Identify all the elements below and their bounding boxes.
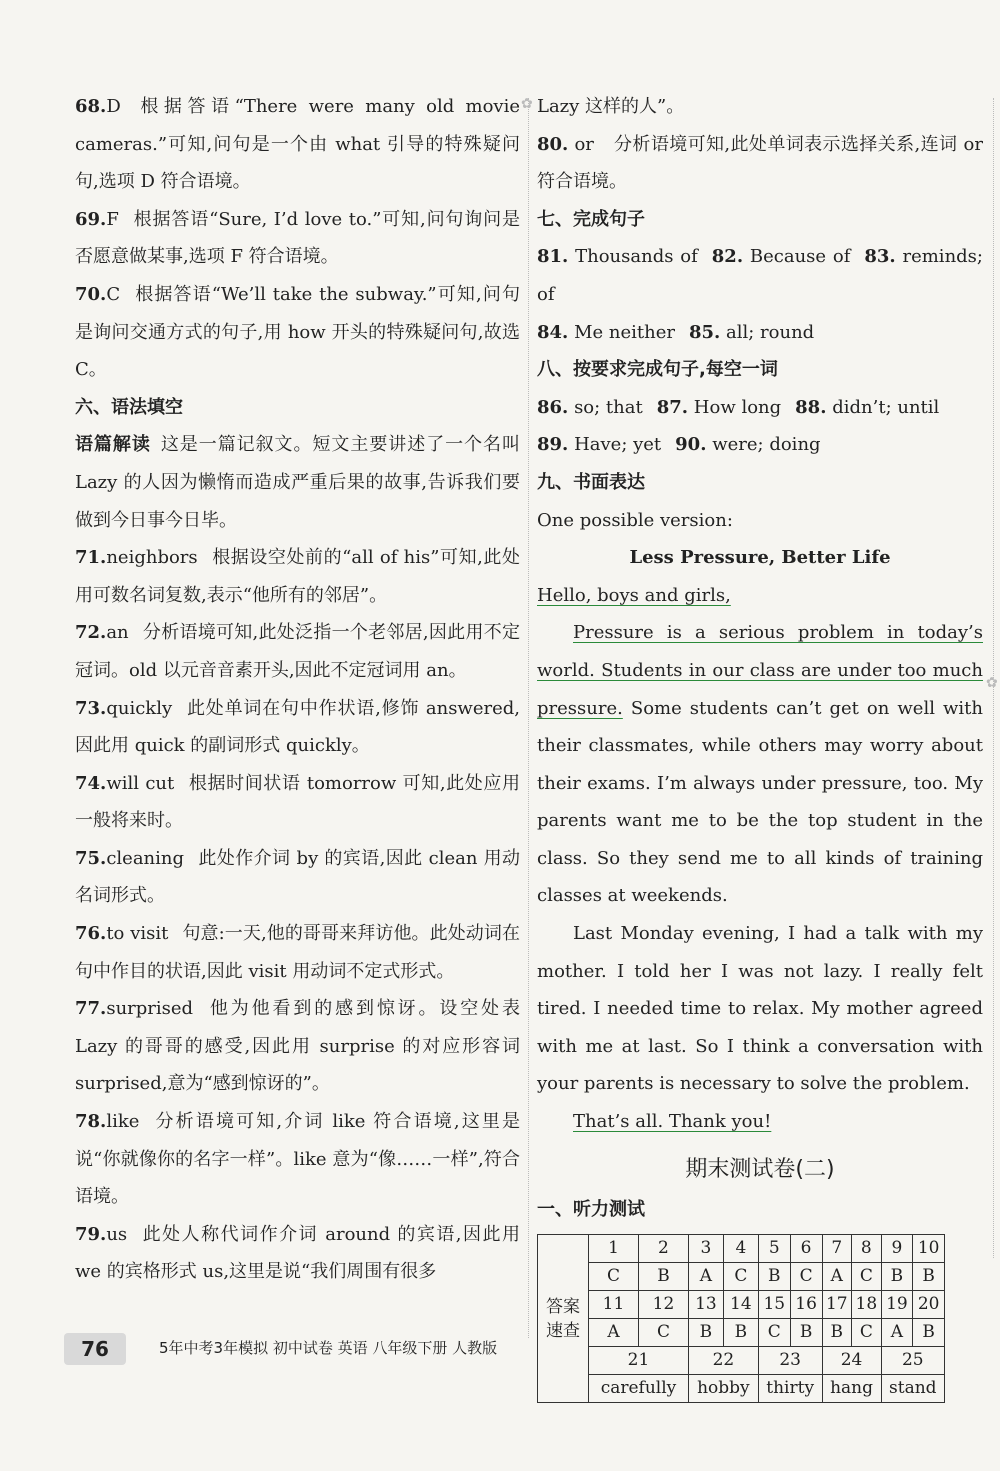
- item-number: 90.: [675, 434, 707, 456]
- table-cell: C: [790, 1263, 822, 1291]
- item-explanation: 句意:一天,他的哥哥来拜访他。此处动词在句中作目的状语,因此 visit 用动词不定式形式。: [75, 923, 520, 982]
- table-cell: hobby: [688, 1375, 758, 1403]
- table-row: [538, 1291, 945, 1319]
- item-number: 89.: [537, 434, 569, 456]
- table-cell: 18: [852, 1291, 882, 1319]
- test-title: 期末测试卷(二): [685, 1156, 835, 1182]
- item-number: 73.: [75, 697, 107, 719]
- item-answer: surprised: [106, 998, 194, 1020]
- item-answer: D: [106, 96, 121, 117]
- essay-closing: That’s all. Thank you!: [573, 1111, 772, 1133]
- item-explanation: 根据时间状语 tomorrow 可知,此处应用一般将来时。: [75, 772, 520, 832]
- item-answer: Thousands of: [575, 246, 698, 268]
- answer-key-table: [537, 1234, 945, 1403]
- table-cell: stand: [881, 1375, 944, 1403]
- table-cell: 12: [638, 1291, 688, 1319]
- item-answer: were; doing: [712, 434, 821, 456]
- left-column: [75, 88, 520, 1291]
- item-answer: all; round: [726, 321, 815, 343]
- item-explanation: 分析语境可知,介词 like 符合语境,这里是说“你就像你的名字一样”。like 意为“像……一样”,符合语境。: [75, 1111, 520, 1208]
- item-number: 84.: [537, 321, 569, 343]
- item-number: 69.: [75, 208, 107, 230]
- page-number: 76: [64, 1333, 126, 1365]
- item-number: 82.: [711, 246, 744, 268]
- table-cell: C: [852, 1319, 882, 1347]
- table-cell: 14: [723, 1291, 758, 1319]
- table-cell: C: [852, 1263, 882, 1291]
- answer-item: [75, 990, 520, 1103]
- item-explanation: 根据答语“Sure, I’d love to.”可知,问句询问是否愿意做某事,选项 F 符合语境。: [75, 208, 520, 268]
- essay-greeting: Hello, boys and girls,: [537, 584, 731, 606]
- table-cell: A: [688, 1263, 723, 1291]
- table-cell: 1: [589, 1235, 639, 1263]
- item-answer: us: [106, 1223, 128, 1245]
- table-cell: 3: [688, 1235, 723, 1263]
- answer-item: [75, 1103, 520, 1216]
- item-explanation: 根据答语“There were many old movie cameras.”可知,问句是一个由 what 引导的特殊疑问句,选项 D 符合语境。: [75, 96, 520, 193]
- section-heading: 六、语法填空: [75, 396, 183, 418]
- table-row: [538, 1263, 945, 1291]
- passage-analysis: 语篇解读 这是一篇记叙文。短文主要讲述了一个名叫 Lazy 的人因为懒惰而造成严重后果的故事,告诉我们要做到今日事今日毕。: [75, 434, 521, 531]
- item-number: 71.: [75, 547, 107, 569]
- answer-line: [537, 389, 983, 427]
- item-answer: to visit: [106, 923, 169, 945]
- table-cell: hang: [822, 1375, 881, 1403]
- table-cell: 8: [852, 1235, 882, 1263]
- item-answer: How long: [693, 396, 782, 418]
- answer-key-label: 答案速查: [538, 1235, 589, 1403]
- lead-label: 语篇解读: [75, 434, 151, 456]
- essay-paragraph: Pressure is a serious problem in today’s world. Students in our class are under too much pressure. Some students can’t get on well with their classmates, while others may worry about their exams. I’m always under pressure, too. My parents want me to be the top student in the class. So they send me to all kinds of training classes at weekends.: [537, 622, 983, 907]
- item-number: 81.: [537, 246, 569, 268]
- item-answer: will cut: [106, 772, 175, 794]
- item-number: 74.: [75, 772, 107, 794]
- table-cell: 19: [881, 1291, 913, 1319]
- right-column: [537, 88, 983, 1403]
- page-footer: [64, 1333, 584, 1369]
- item-number: 79.: [75, 1223, 107, 1245]
- table-cell: 23: [758, 1347, 822, 1375]
- answer-item: [75, 88, 520, 201]
- answer-item: [75, 1216, 520, 1291]
- table-cell: 9: [881, 1235, 913, 1263]
- table-cell: B: [638, 1263, 688, 1291]
- table-cell: 2: [638, 1235, 688, 1263]
- answer-line: [537, 238, 983, 313]
- table-cell: B: [913, 1319, 945, 1347]
- item-explanation: 他为他看到的感到惊讶。设空处表 Lazy 的哥哥的感受,因此用 surprise 的对应形容词 surprised,意为“感到惊讶的”。: [75, 998, 520, 1095]
- table-row: [538, 1347, 945, 1375]
- decorative-flower-icon: ✿: [521, 96, 533, 112]
- table-cell: 21: [589, 1347, 689, 1375]
- answer-item: [75, 201, 520, 276]
- item-explanation: 此处作介词 by 的宾语,因此 clean 用动名词形式。: [75, 847, 520, 907]
- table-cell: 16: [790, 1291, 822, 1319]
- table-row: [538, 1235, 945, 1263]
- item-answer: reminds; of: [537, 246, 983, 305]
- table-cell: B: [881, 1263, 913, 1291]
- item-explanation: 根据设空处前的“all of his”可知,此处用可数名词复数,表示“他所有的邻居”。: [75, 547, 520, 606]
- item-number: 75.: [75, 847, 107, 869]
- table-cell: A: [589, 1319, 639, 1347]
- table-cell: B: [758, 1263, 790, 1291]
- table-cell: 6: [790, 1235, 822, 1263]
- item-number: 87.: [656, 396, 689, 418]
- table-cell: B: [790, 1319, 822, 1347]
- table-cell: thirty: [758, 1375, 822, 1403]
- table-cell: 4: [723, 1235, 758, 1263]
- table-cell: C: [758, 1319, 790, 1347]
- table-cell: B: [688, 1319, 723, 1347]
- table-cell: C: [589, 1263, 639, 1291]
- item-number: 86.: [537, 396, 569, 418]
- table-cell: 20: [913, 1291, 945, 1319]
- item-number: 70.: [75, 283, 107, 305]
- answer-item: 80. or 分析语境可知,此处单词表示选择关系,连词 or 符合语境。: [537, 133, 983, 193]
- item-number: 77.: [75, 998, 107, 1020]
- table-cell: 13: [688, 1291, 723, 1319]
- table-cell: B: [913, 1263, 945, 1291]
- answer-item: [75, 840, 520, 915]
- table-cell: 25: [881, 1347, 944, 1375]
- answer-item: [75, 765, 520, 840]
- table-cell: 24: [822, 1347, 881, 1375]
- table-cell: B: [723, 1319, 758, 1347]
- item-number: 83.: [864, 246, 896, 268]
- answer-item: [75, 915, 520, 990]
- possible-version-label: One possible version:: [537, 509, 733, 531]
- item-answer: Have; yet: [574, 434, 662, 456]
- item-number: 76.: [75, 923, 107, 945]
- item-explanation: 此处单词在句中作状语,修饰 answered,因此用 quick 的副词形式 quickly。: [75, 697, 520, 757]
- answer-item: [75, 276, 520, 389]
- item-explanation: 此处人称代词作介词 around 的宾语,因此用 we 的宾格形式 us,这里是说“我们周围有很多: [75, 1223, 520, 1283]
- continued-text: Lazy 这样的人”。: [537, 96, 685, 117]
- answer-item: [75, 614, 520, 689]
- table-cell: C: [723, 1263, 758, 1291]
- item-explanation: 分析语境可知,此处泛指一个老邻居,因此用不定冠词。old 以元音音素开头,因此不定冠词用 an。: [75, 622, 520, 681]
- item-answer: neighbors: [106, 547, 198, 569]
- item-answer: Because of: [749, 246, 851, 268]
- table-cell: 5: [758, 1235, 790, 1263]
- essay-paragraph: Last Monday evening, I had a talk with my mother. I told her I was not lazy. I really felt tired. I needed time to relax. My mother agreed with me at last. So I think a conversation with your parents is necessary to solve the problem.: [537, 923, 983, 1095]
- table-cell: C: [638, 1319, 688, 1347]
- item-number: 78.: [75, 1111, 107, 1133]
- answer-item: [75, 690, 520, 765]
- item-number: 68.: [75, 96, 107, 117]
- item-number: 72.: [75, 622, 107, 644]
- item-answer: didn’t; until: [832, 396, 940, 418]
- answer-line: [537, 314, 983, 352]
- answer-item: [75, 539, 520, 614]
- item-answer: Me neither: [574, 321, 675, 343]
- table-cell: 7: [822, 1235, 852, 1263]
- section-heading: 七、完成句子: [537, 208, 645, 230]
- table-cell: 10: [913, 1235, 945, 1263]
- footer-title: 5年中考3年模拟 初中试卷 英语 八年级下册 人教版: [159, 1339, 498, 1357]
- item-answer: an: [106, 622, 129, 644]
- table-cell: 22: [688, 1347, 758, 1375]
- table-cell: 17: [822, 1291, 852, 1319]
- item-answer: cleaning: [106, 847, 185, 869]
- item-number: 85.: [688, 321, 721, 343]
- section-heading: 八、按要求完成句子,每空一词: [537, 359, 778, 381]
- item-explanation: 根据答语“We’ll take the subway.”可知,问句是询问交通方式的句子,用 how 开头的特殊疑问句,故选 C。: [75, 283, 520, 381]
- table-cell: 15: [758, 1291, 790, 1319]
- table-row: [538, 1375, 945, 1403]
- item-answer: so; that: [574, 396, 643, 418]
- column-divider: [528, 98, 529, 1338]
- essay-title: Less Pressure, Better Life: [629, 547, 891, 569]
- answer-line: [537, 426, 983, 464]
- item-answer: quickly: [106, 697, 173, 719]
- item-answer: C: [106, 283, 121, 305]
- table-cell: B: [822, 1319, 852, 1347]
- section-heading: 九、书面表达: [537, 471, 645, 493]
- table-row: [538, 1319, 945, 1347]
- section-heading: 一、听力测试: [537, 1198, 645, 1220]
- table-cell: A: [822, 1263, 852, 1291]
- decorative-flower-icon: ✿: [986, 675, 998, 691]
- table-cell: A: [881, 1319, 913, 1347]
- table-cell: 11: [589, 1291, 639, 1319]
- item-answer: F: [106, 208, 119, 230]
- table-cell: carefully: [589, 1375, 689, 1403]
- item-number: 88.: [795, 396, 827, 418]
- item-answer: like: [106, 1111, 140, 1133]
